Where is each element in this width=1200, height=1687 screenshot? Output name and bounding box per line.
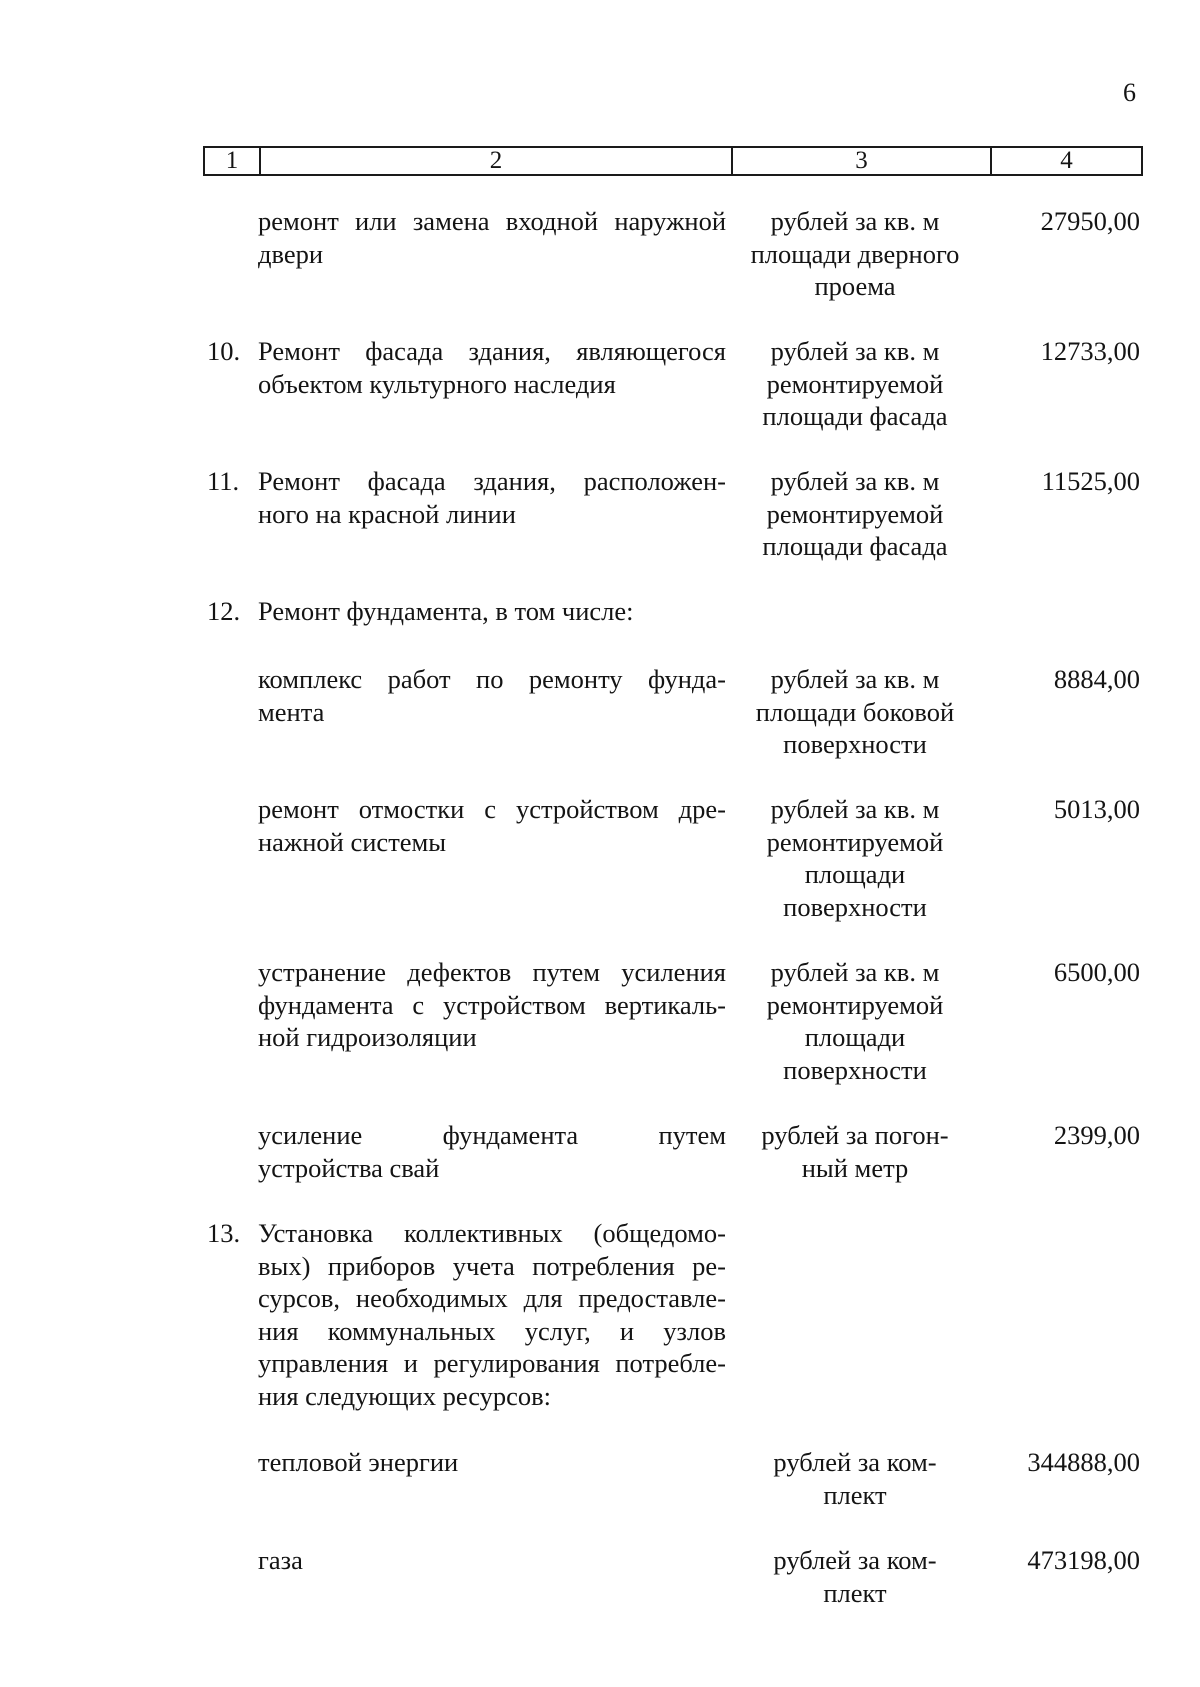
unit-line: плект (823, 1479, 887, 1510)
description-line: ремонт или замена входной наружной (258, 206, 726, 236)
header-cell-3: 3 (733, 148, 992, 174)
description-line: фундамента с устройством вертикаль- (258, 989, 726, 1020)
description-line: тепловой энергии (258, 1447, 459, 1477)
row-number: 13. (207, 1218, 241, 1248)
unit-line: рублей за кв. м (770, 794, 940, 824)
description-line: Ремонт фундамента, в том числе: (258, 596, 634, 626)
unit-line: площади (804, 859, 906, 889)
description-line: ния коммунальных услуг, и узлов (258, 1315, 726, 1346)
row-unit (735, 1119, 975, 1184)
row-description (258, 335, 726, 400)
table-header (203, 146, 1143, 176)
unit-line: ремонтируемой (766, 368, 944, 399)
header-cell-4: 4 (1060, 147, 1073, 174)
row-price: 473198,00 (1027, 1545, 1140, 1575)
description-line: управления и регулирования потребле- (258, 1348, 726, 1378)
row-unit (735, 1446, 975, 1511)
row-price: 8884,00 (1053, 664, 1140, 694)
unit-line: площади (804, 1022, 906, 1052)
description-line: ной гидроизоляции (258, 1022, 477, 1052)
unit-line: плект (823, 1577, 887, 1608)
description-line: Установка коллективных (общедомо- (258, 1218, 726, 1248)
row-description (258, 595, 726, 628)
row-description (258, 205, 726, 270)
row-description (258, 1446, 726, 1479)
row-unit (735, 1544, 975, 1609)
row-unit (735, 465, 975, 563)
row-number: 10. (207, 336, 241, 366)
unit-line: площади боковой (755, 696, 955, 727)
description-line: двери (258, 238, 324, 269)
description-line: усиление фундамента путем (258, 1120, 726, 1150)
description-line: Ремонт фасада здания, расположен- (258, 466, 726, 496)
unit-line: рублей за ком- (773, 1545, 937, 1575)
page-number: 6 (1123, 78, 1136, 107)
description-line: комплекс работ по ремонту фунда- (258, 664, 726, 694)
row-unit (735, 956, 975, 1086)
unit-line: ный метр (801, 1152, 909, 1183)
header-cell-2: 2 (261, 148, 733, 174)
description-line: устройства свай (258, 1152, 440, 1183)
row-unit (735, 205, 975, 303)
description-line: ного на красной линии (258, 498, 516, 529)
unit-line: рублей за погон- (761, 1120, 949, 1150)
row-price: 2399,00 (1053, 1120, 1140, 1150)
row-price: 11525,00 (1041, 466, 1140, 496)
row-description (258, 1119, 726, 1184)
row-unit (735, 793, 975, 923)
unit-line: рублей за кв. м (770, 957, 940, 987)
row-description (258, 465, 726, 530)
unit-line: рублей за кв. м (770, 206, 940, 236)
description-line: вых) приборов учета потребления ре- (258, 1250, 726, 1281)
row-unit (735, 335, 975, 433)
row-description (258, 663, 726, 728)
unit-line: поверхности (783, 1054, 927, 1085)
unit-line: рублей за кв. м (770, 466, 940, 496)
unit-line: площади фасада (762, 401, 948, 431)
row-description (258, 1544, 726, 1577)
row-price: 344888,00 (1027, 1447, 1140, 1477)
description-line: ремонт отмостки с устройством дре- (258, 794, 726, 824)
unit-line: ремонтируемой (766, 989, 944, 1020)
description-line: мента (258, 696, 325, 727)
row-description (258, 1217, 726, 1412)
description-line: ния следующих ресурсов: (258, 1380, 552, 1411)
row-price: 6500,00 (1053, 957, 1140, 987)
unit-line: площади дверного (750, 238, 960, 269)
row-number: 11. (207, 466, 240, 496)
description-line: объектом культурного наследия (258, 368, 616, 399)
row-price: 12733,00 (1040, 336, 1140, 366)
unit-line: площади фасада (762, 531, 948, 561)
row-price: 27950,00 (1040, 206, 1140, 236)
unit-line: поверхности (783, 729, 927, 759)
row-description (258, 956, 726, 1054)
description-line: Ремонт фасада здания, являющегося (258, 336, 726, 366)
unit-line: поверхности (783, 891, 927, 922)
row-number: 12. (207, 596, 241, 626)
row-price: 5013,00 (1053, 794, 1140, 824)
unit-line: проема (814, 271, 896, 301)
unit-line: рублей за кв. м (770, 664, 940, 694)
description-line: сурсов, необходимых для предоставле- (258, 1283, 726, 1313)
unit-line: рублей за кв. м (770, 336, 940, 366)
unit-line: ремонтируемой (766, 826, 944, 857)
description-line: устранение дефектов путем усиления (258, 957, 726, 987)
description-line: нажной системы (258, 826, 447, 857)
description-line: газа (258, 1545, 303, 1575)
unit-line: рублей за ком- (773, 1447, 937, 1477)
unit-line: ремонтируемой (766, 498, 944, 529)
row-unit (735, 663, 975, 761)
header-cell-1: 1 (205, 148, 261, 174)
row-description (258, 793, 726, 858)
